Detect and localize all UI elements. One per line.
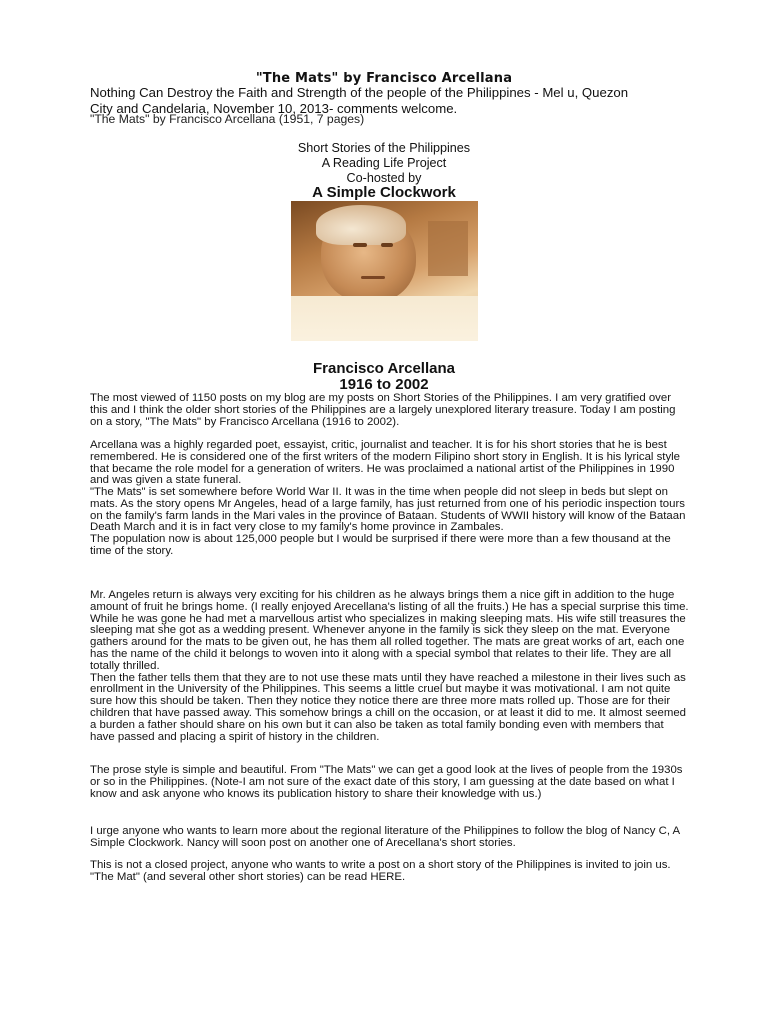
paragraph-setting xyxy=(90,487,690,558)
paragraph-text: Mr. Angeles return is always very exciting for his children as he always brings them a nice gift in addition to the huge amount of fruit he brings home. (I really enjoyed Arecellana's listing of all the fruits.) He has a special surprise this time. While he was gone he had met a marvellous artist who specializes in making sleeping mats. His wife still treasures the sleeping mat she got as a wedding present. Whenever anyone in the family is sick they sleep on the mat. Everyone gathers around for the mats to be given out, he has them all rolled together. The mats are great works of art, each one has the name of the child it belongs to woven into it along with a special symbol that relates to their life. They are all totally thrilled. xyxy=(90,589,689,672)
paragraph-prose-style xyxy=(90,765,690,800)
paragraph-intro xyxy=(90,393,690,428)
paragraph-text: The most viewed of 1150 posts on my blog are my posts on Short Stories of the Philippines. I am very gratified over this and I think the older short stories of the Philippines are a largely unexplored literary treasure. Today I am posting on a story, "The Mats" by Francisco Arcellana (1916 to 2002). xyxy=(90,392,676,428)
portrait-shirt xyxy=(291,296,478,341)
paragraph-invitation xyxy=(90,860,690,884)
paragraph-text: Then the father tells them that they are to not use these mats until they have reached a milestone in their lives such as enrollment in the University of the Philippines. This seems a little cruel but maybe it was motivational. I am not quite sure how this should be taken. Then they notice they notice there are three more mats rolled up. Those are for their children that have passed away. This somehow brings a chill on the occasion, or at least it did to me. It almost seemed a burden a father should share on his own but it can also be taken as total family bonding even with members that have passed and placing a spirit of history in the children. xyxy=(90,671,686,743)
read-here-text: "The Mat" (and several other short stories) can be read HERE. xyxy=(90,870,406,883)
portrait-eye xyxy=(353,243,367,247)
portrait-hair xyxy=(316,205,406,245)
paragraph-plot xyxy=(90,590,690,743)
paragraph-text: The population now is about 125,000 people but I would be surprised if there were more than a few thousand at the time of the story. xyxy=(90,533,671,557)
author-name-heading: Francisco Arcellana xyxy=(312,360,455,377)
paragraph-text: This is not a closed project, anyone who wants to write a post on a short story of the Philippines is invited to join us. xyxy=(90,859,671,871)
paragraph-text: "The Mats" is set somewhere before World War II. It was in the time when people did not sleep in beds but slept on mats. As the story opens Mr Angeles, head of a large family, has just returned from one of his periodic inspection tours on the family's farm lands in the Mari vales in the province of Bataan. Students of WWII history will know of the Bataan Death March and it is in fact very close to my family's home province in Zambales. xyxy=(90,486,686,534)
author-portrait-photo xyxy=(291,201,478,341)
dedication-line-2: City and Candelaria, November 10, 2013- comments welcome. xyxy=(90,100,458,116)
portrait-eye xyxy=(381,243,393,247)
portrait-mouth xyxy=(361,276,385,279)
project-series-title: Short Stories of the Philippines xyxy=(297,141,471,155)
paragraph-recommendation xyxy=(90,826,690,850)
cohost-name: A Simple Clockwork xyxy=(312,184,456,201)
author-years-heading: 1916 to 2002 xyxy=(339,376,429,393)
background-frame xyxy=(428,221,468,276)
dedication-line-1: Nothing Can Destroy the Faith and Strength of the people of the Philippines - Mel u, Quezon xyxy=(90,85,629,100)
project-name: A Reading Life Project xyxy=(321,156,447,170)
paragraph-biography xyxy=(90,440,690,487)
paragraph-text: I urge anyone who wants to learn more about the regional literature of the Philippines to follow the blog of Nancy C, A Simple Clockwork. Nancy will soon post on another one of Arecellana's short stories. xyxy=(90,825,680,849)
paragraph-text: Arcellana was a highly regarded poet, essayist, critic, journalist and teacher. It is for his short stories that he is best remembered. He is considered one of the first writers of the modern Filipino short story in English. It is his lyrical style that became the role model for a generation of writers. He was proclaimed a national artist of the Philippines in 1990 and was given a state funeral. xyxy=(90,439,681,487)
source-line: "The Mats" by Francisco Arcellana (1951, 7 pages) xyxy=(90,112,365,126)
cohosted-by-label: Co-hosted by xyxy=(346,171,422,185)
paragraph-text: The prose style is simple and beautiful. From "The Mats" we can get a good look at the lives of people from the 1930s or so in the Philippines. (Note-I am not sure of the exact date of this story, I am guessing at the date based on what I know and ask anyone who knows its publication history to share their knowledge with us.) xyxy=(90,764,683,800)
document-title: "The Mats" by Francisco Arcellana xyxy=(255,71,513,86)
